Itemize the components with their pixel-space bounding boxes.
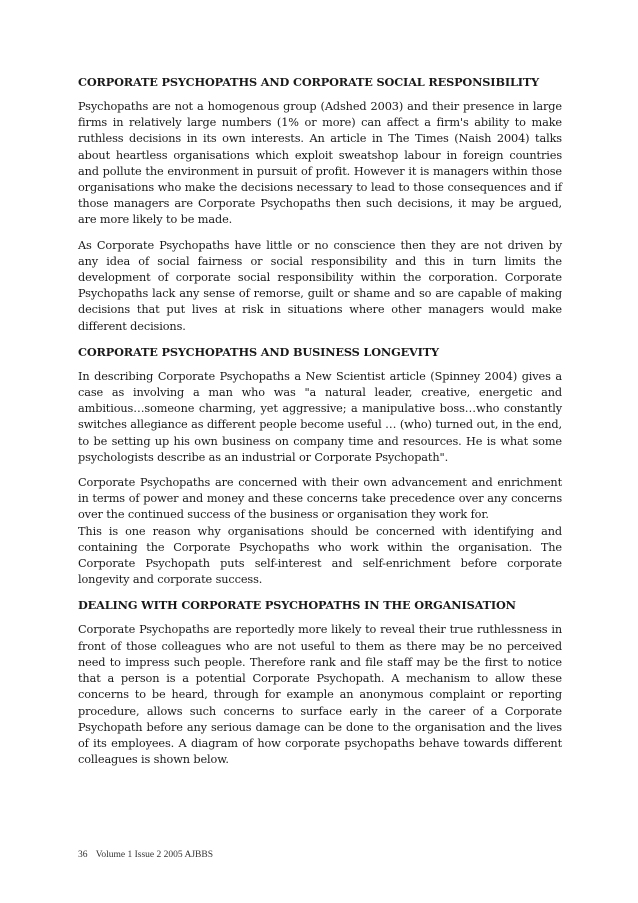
paragraph: In describing Corporate Psychopaths a New Scientist article (Spinney 2004) gives a case as involving a man who was "a natural leader, creative, energetic and ambitious…someone charming, yet aggressive; a manipulative boss…who constantly switches allegiance as different people become useful … (who) turned out, in the end, to be setting up his own business on company time and resources. He is what some psychologists describe as an industrial or Corporate Psychopath". bbox=[78, 369, 562, 464]
paragraph: Psychopaths are not a homogenous group (Adshed 2003) and their presence in large firms in relatively large numbers (1% or more) can affect a firm's ability to make ruthless decisions in its own interests. An article in The Times (Naish 2004) talks about heartless organisations which exploit sweatshop labour in foreign countries and pollute the environment in pursuit of profit. However it is managers within those organisations who make the decisions necessary to lead to those consequences and if those managers are Corporate Psychopaths then such decisions, it may be argued, are more likely to be made. bbox=[78, 100, 562, 227]
page-number: 36 bbox=[78, 850, 88, 860]
paragraph: Corporate Psychopaths are concerned with their own advancement and enrichment in terms of power and money and these concerns take precedence over any concerns over the continued success of the business or organisation they work for. bbox=[78, 476, 562, 522]
page-footer bbox=[78, 850, 213, 860]
document-page bbox=[78, 74, 562, 777]
paragraph: As Corporate Psychopaths have little or no conscience then they are not driven by any idea of social fairness or social responsibility and this in turn limits the development of corporate social responsibility within the corporation. Corporate Psychopaths lack any sense of remorse, guilt or shame and so are capable of making decisions that put lives at risk in situations where other managers would make different decisions. bbox=[78, 238, 562, 333]
section-heading-csr: CORPORATE PSYCHOPATHS AND CORPORATE SOCIAL RESPONSIBILITY bbox=[78, 75, 540, 89]
paragraph: Corporate Psychopaths are reportedly more likely to reveal their true ruthlessness in front of those colleagues who are not useful to them as there may be no perceived need to impress such people. Therefore rank and file staff may be the first to notice that a person is a potential Corporate Psychopath. A mechanism to allow these concerns to be heard, through for example an anonymous complaint or reporting procedure, allows such concerns to surface early in the career of a Corporate Psychopath before any serious damage can be done to the organisation and the lives of its employees. A diagram of how corporate psychopaths behave towards different colleagues is shown below. bbox=[78, 623, 562, 767]
journal-citation: Volume 1 Issue 2 2005 AJBBS bbox=[95, 850, 213, 860]
section-heading-dealing: DEALING WITH CORPORATE PSYCHOPATHS IN THE ORGANISATION bbox=[78, 598, 516, 613]
paragraph: This is one reason why organisations should be concerned with identifying and containing the Corporate Psychopaths who work within the organisation. The Corporate Psychopath puts self-interest and self-enrichment before corporate longevity and corporate success. bbox=[78, 524, 562, 587]
section-heading-longevity: CORPORATE PSYCHOPATHS AND BUSINESS LONGEVITY bbox=[78, 344, 439, 359]
